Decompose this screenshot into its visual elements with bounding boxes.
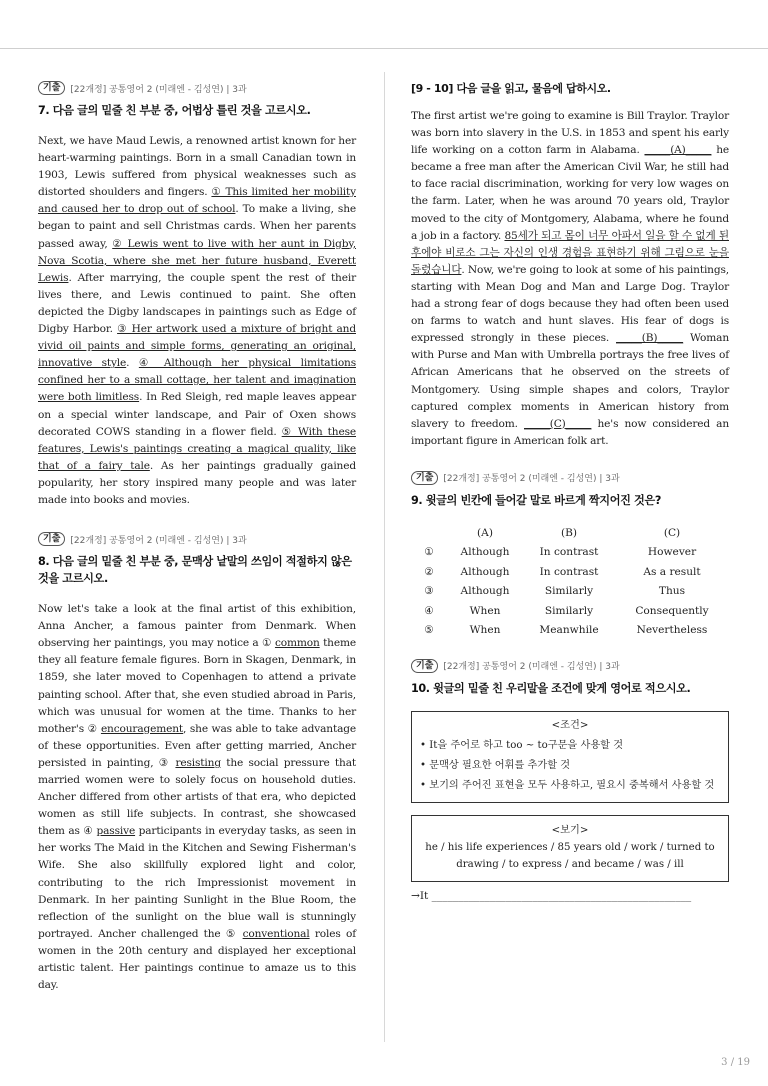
q9-choice-row[interactable] [411,542,729,562]
q8-word-4: passive [96,825,136,838]
q8-text-5: participants in everyday tasks, as seen in her works The Maid in the Kitchen and Sewing Fisherman's Wife. She also skillfully explored light and color, contributing to the rich Impressionist movement in Denmark. In her painting Sunlight in the Blue Room, the reflection of the sunlight on the blue wall is stunningly portrayed. Ancher challenged the ⑤ [38,825,356,940]
condition-1: • It을 주어로 하고 too ~ to구문을 사용할 것 [420,739,624,751]
q9-choice-row[interactable] [411,601,729,621]
choice-number: ② [424,565,434,578]
conditions-title: <조건> [551,719,589,731]
passage-text-4: Woman with Purse and Man with Umbrella portrays the free lives of African Americans that he observed on the streets of Montgomery. Using simple shapes and colors, Traylor captured complex moments in American history from slavery to freedom. [411,332,730,430]
blank-b: _____(B)_____ [616,332,684,345]
page-number: 3 / 19 [721,1057,750,1068]
q8-passage [38,601,356,994]
q9-header-cell: (C) [663,526,681,539]
q7-underline-1: ① This limited her mobility and caused her to drop out of school [38,186,356,216]
q8-text-2: theme they all feature female figures. Born in Skagen, Denmark, in 1859, she later moved to Copenhagen to attend a private painting school. After that, she even studied abroad in Paris, which was unusual for women at the time. Thanks to her mother's ② [38,637,356,735]
choice-b: In contrast [539,565,599,578]
q8-text-4: the social pressure that married women were to solely focus on household duties. Ancher differed from other artists of that era, who depicted women as still life subjects. In contrast, she showcased them as ④ [38,756,356,838]
q7-passage [38,133,356,509]
blank-c: _____(C)_____ [524,417,592,430]
question-8 [38,531,356,994]
q7-text-1: Next, we have Maud Lewis, a renowned artist known for her heart-warming paintings. Born in a small Canadian town in 1903, Lewis suffered from physical weaknesses such as distorted shoulders and fingers. [38,135,356,199]
q9-choices-table [411,523,729,640]
q7-text-6: . As her paintings gradually gained popularity, her story inspired many people and was later made into books and movies. [38,459,356,506]
q9-header-cell: (B) [560,526,578,539]
question-10 [411,658,729,902]
choice-b: Similarly [544,604,594,617]
choice-a: When [469,604,501,617]
right-column [411,80,729,902]
q7-underline-4: ④ Although her physical limitations confined her to a small cottage, her talent and imagination were both limitless [38,357,357,404]
condition-2: • 문맥상 필요한 어휘를 추가할 것 [420,759,571,771]
q7-underline-3: ③ Her artwork used a mixture of bright and vivid oil paints and simple forms, generating an original, innovative style [38,323,356,370]
choice-c: However [647,546,697,559]
choice-c: Thus [658,585,686,598]
condition-3: • 보기의 주어진 표현을 모두 사용하고, 필요시 중복해서 사용할 것 [420,779,715,791]
q9-choice-row[interactable] [411,620,729,640]
q7-underline-5: ⑤ With these features, Lewis's paintings creating a magical quality, like that of a fairy tale [38,425,356,472]
q8-tag: 기출 [38,532,65,546]
q9-source: [22개정] 공통영어 2 (미래엔 - 김성연) | 3과 [443,474,620,485]
q8-text-6: roles of women in the 20th century and displayed her exceptional artistic talent. Her paintings continue to amaze us to this day. [38,927,356,992]
passage-text-3: . Now, we're going to look at some of his paintings, starting with Mean Dog and Man and Large Dog. Traylor had a strong fear of dogs because they had often been used on farms to watch and hunt slaves. His fear of dogs is expressed strongly in these pieces. [411,263,729,345]
q8-word-5: conventional [242,927,310,940]
q8-source-row [38,531,356,547]
q9-source-row [411,470,729,486]
q7-text-5: . In Red Sleigh, red maple leaves appear on a special winter landscape, and Pair of Oxen shows decorated COWS standing in a flower field. [38,391,356,438]
q10-question: 10. 윗글의 밑줄 친 우리말을 조건에 맞게 영어로 적으시오. [411,681,691,695]
passage-text [411,108,729,450]
q9-header-cell: (A) [477,526,493,539]
column-divider [384,72,385,1042]
choice-c: Nevertheless [636,624,708,637]
choice-number: ④ [424,604,434,617]
q7-tag: 기출 [38,81,65,95]
q8-text-1: Now let's take a look at the final artist of this exhibition, Anna Ancher, a famous painter from Denmark. When observing her paintings, you may notice a ① [38,603,356,650]
q8-source: [22개정] 공통영어 2 (미래엔 - 김성연) | 3과 [70,535,247,546]
choice-a: Although [460,565,510,578]
q7-text-2: . To make a living, she began to paint and sell Christmas cards. When her parents passed away, [38,203,356,250]
q9-choice-row[interactable] [411,562,729,582]
answer-line[interactable]: →It _________________________________________________ [411,889,692,902]
word-bank-box [411,815,729,882]
q7-source: [22개정] 공통영어 2 (미래엔 - 김성연) | 3과 [70,84,247,95]
passage-text-2: he became a free man after the American Civil War, he still had to face racial discrimination, working for very low wages on the farm. Later, when he was around 70 years old, Traylor moved to the city of Montgomery, Alabama, where he found a job in a factory. [411,144,729,242]
question-7 [38,80,356,509]
q7-text-4: . [126,357,139,370]
q9-question: 9. 윗글의 빈칸에 들어갈 말로 바르게 짝지어진 것은? [411,493,661,507]
q9-header-row [411,523,729,543]
choice-number: ① [424,546,434,559]
passage-text-1: The first artist we're going to examine is Bill Traylor. Traylor was born into slavery in the U.S. in 1853 and spent his early life working on a cotton farm in Alabama. [411,110,729,157]
question-9 [411,470,729,640]
q9-header-cell [411,523,447,543]
q8-word-2: encouragement [100,722,184,735]
q7-source-row [38,80,356,96]
choice-b: Similarly [544,585,594,598]
choice-number: ⑤ [424,624,434,637]
choice-b: In contrast [539,546,599,559]
q8-word-3: resisting [175,756,221,769]
korean-underlined: 85세가 되고 몸이 너무 아파서 일을 할 수 없게 된 후에야 비로소 그는 자신의 인생 경험을 표현하기 위해 그림으로 눈을 돌렸습니다 [411,229,729,276]
choice-a: When [469,624,501,637]
q8-word-1: common [274,637,320,650]
choice-b: Meanwhile [539,624,599,637]
q7-question: 7. 다음 글의 밑줄 친 부분 중, 어법상 틀린 것을 고르시오. [38,104,311,117]
choice-c: As a result [643,565,701,578]
choice-c: Consequently [635,604,709,617]
top-rule [0,48,768,49]
choice-number: ③ [424,585,434,598]
q8-text-3: , she was able to take advantage of these opportunities. Even after getting married, Ancher persisted in painting, ③ [38,722,356,769]
q8-question: 8. 다음 글의 밑줄 친 부분 중, 문맥상 낱말의 쓰임이 적절하지 않은 것을 고르시오. [38,555,352,586]
word-bank-title: <보기> [551,824,589,836]
q10-tag: 기출 [411,659,438,673]
choice-a: Although [460,585,510,598]
q9-choice-row[interactable] [411,581,729,601]
blank-a: _____(A)_____ [644,144,712,157]
conditions-box [411,711,729,803]
q7-underline-2: ② Lewis went to live with her aunt in Digby, Nova Scotia, where she met her future husband, Everett Lewis [38,237,357,284]
left-column [38,80,356,994]
passage-header: [9 - 10] 다음 글을 읽고, 물음에 답하시오. [411,82,611,95]
passage-text-5: he's now considered an important figure in American folk art. [411,417,729,447]
q7-text-3: . After marrying, the couple spent the rest of their lives there, and Lewis continued to paint. She often depicted the Digby landscapes in paintings such as Edge of Digby Harbor. [38,271,356,336]
q10-source-row [411,658,729,674]
choice-a: Although [460,546,510,559]
word-bank-text: he / his life experiences / 85 years old / work / turned to drawing / to express / and became / was / ill [425,841,715,870]
q9-tag: 기출 [411,471,438,485]
passage-9-10 [411,80,729,450]
q10-source: [22개정] 공통영어 2 (미래엔 - 김성연) | 3과 [443,662,620,673]
